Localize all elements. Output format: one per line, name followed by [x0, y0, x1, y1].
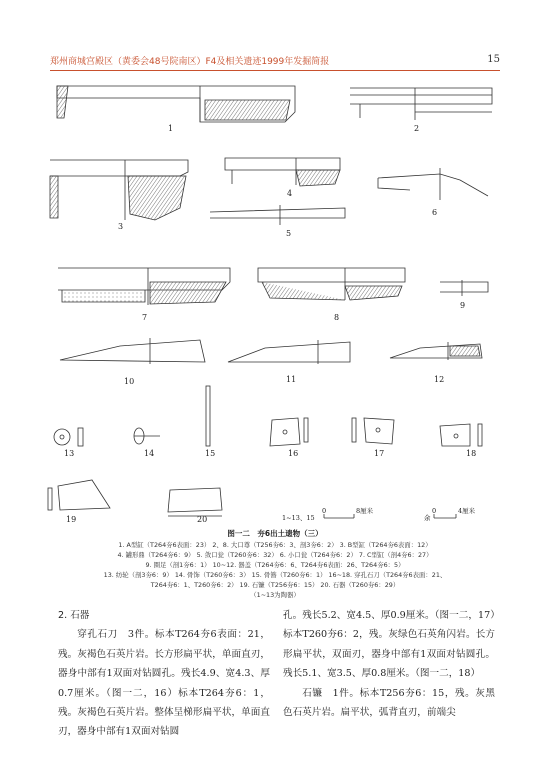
drawing-1-a-type-vat	[57, 86, 295, 122]
drawing-9-ring-foot	[440, 280, 488, 296]
drawing-10-lid	[60, 338, 205, 364]
journal-article-title: 郑州商城宫殿区（黄委会48号院南区）F4及相关遗迹1999年发掘简报	[50, 57, 330, 67]
item-number-8: 8	[334, 313, 340, 322]
item-number-18: 18	[466, 449, 477, 458]
header-rule	[50, 70, 500, 71]
drawing-8-large-mouth-zun	[258, 268, 405, 300]
scale-zero-left: 0	[322, 507, 327, 515]
item-number-5: 5	[286, 229, 292, 238]
drawing-11-lid	[228, 340, 350, 364]
page-number: 15	[487, 54, 500, 65]
figure-caption-line-1: 1. A型缸（T264夯6表面：23） 2、8. 大口尊（T256夯6：3、剖3夯6：2） 3. B型缸（T264夯6表面：12）	[118, 541, 432, 549]
drawing-13-spindle-whorl	[54, 428, 83, 446]
drawing-16-perforated-stone-knife	[270, 418, 308, 446]
drawing-7-c-type-vat	[58, 268, 230, 305]
scale-bar-right	[434, 514, 456, 518]
scale-unit-left: 8厘米	[356, 507, 374, 515]
figure-caption-line-2: 4. 罐形鼎（T264夯6：9） 5. 敛口瓮（T260夯6：32） 6. 小口瓮（T264夯6：2） 7. C型缸（剖4夯6：27）	[117, 551, 433, 559]
item-number-1: 1	[168, 124, 174, 133]
item-number-10: 10	[124, 377, 135, 386]
drawing-15-bone-hairpin	[206, 386, 210, 446]
body-paragraph-continued: 孔。残长5.2、宽4.5、厚0.9厘米。（图一二，17）标本T260夯6：2，残。灰绿色石英角闪岩。长方形扁平状，双面刃，器身中部有1双面对钻圆孔。残长5.1、宽3.5、厚0.8厘米。（图一二，18）	[283, 610, 495, 680]
item-number-11: 11	[286, 375, 297, 384]
drawing-14-bone-ornament	[134, 428, 160, 444]
drawing-20-stone-tool	[168, 488, 222, 516]
item-number-2: 2	[414, 124, 420, 133]
figure-caption-title: 图一二 夯6出土遗物（三）	[227, 529, 323, 538]
scale-label-left: 1~13、15	[282, 514, 315, 522]
item-number-15: 15	[205, 449, 216, 458]
drawing-3-b-type-vat	[50, 160, 188, 220]
item-number-4: 4	[287, 189, 293, 198]
body-column-right	[283, 606, 495, 722]
item-number-3: 3	[118, 222, 124, 231]
item-number-13: 13	[64, 449, 75, 458]
item-number-14: 14	[144, 449, 155, 458]
body-column-left	[58, 606, 270, 742]
drawing-6-small-mouth-weng	[378, 168, 488, 200]
artifact-drawing-plate	[0, 72, 550, 527]
drawing-2-large-mouth-zun	[350, 88, 492, 120]
scale-zero-right: 0	[432, 507, 437, 515]
figure-caption-line-5: T264夯6：1、T260夯6：2） 19. 石镰（T256夯6：15） 20. 石器（T260夯6：29）	[150, 581, 400, 589]
drawing-18-perforated-stone-knife	[440, 424, 482, 446]
item-number-19: 19	[66, 515, 77, 524]
item-number-7: 7	[142, 313, 148, 322]
section-heading-stone-tools: 2. 石器	[58, 610, 90, 621]
item-number-16: 16	[288, 449, 299, 458]
item-number-20: 20	[197, 515, 208, 524]
item-number-6: 6	[432, 208, 438, 217]
figure-caption-line-4: 13. 纺轮（剖3夯6：9） 14. 骨饰（T260夯6：3） 15. 骨簪（T260夯6：1） 16~18. 穿孔石刀（T264夯6表面：21、	[103, 571, 447, 579]
body-paragraph-stone-sickle: 石镰 1件。标本T256夯6：15，残。灰黑色石英片岩。扁平状，弧背直刃，前端尖	[283, 687, 495, 719]
scale-unit-right: 4厘米	[458, 507, 476, 515]
drawing-17-perforated-stone-knife	[352, 418, 394, 444]
scale-bar-left	[324, 514, 354, 518]
item-number-9: 9	[460, 301, 466, 310]
figure-caption-line-3: 9. 圈足（剖1夯6：1） 10~12. 器盖（T264夯6：6、T264夯6表面：26、T264夯6：5）	[145, 561, 405, 569]
drawing-12-lid	[390, 342, 482, 360]
drawing-5-closed-mouth-weng	[210, 205, 345, 225]
figure-caption-line-6: （1~13为陶器）	[250, 591, 300, 599]
body-paragraph-perforated-knives: 穿孔石刀 3件。标本T264夯6表面：21，残。灰褐色石英片岩。长方形扁平状，单面直刃，器身中部有1双面对钻圆孔。残长4.9、宽4.3、厚0.7厘米。（图一二，16）标本T264夯6：1，残。灰褐色石英片岩。整体呈梯形扁平状，单面直刃，器身中部有1双面对钻圆	[58, 629, 270, 738]
item-number-12: 12	[434, 375, 445, 384]
running-header	[50, 54, 500, 70]
drawing-4-jar-ding	[225, 158, 340, 186]
drawing-19-stone-sickle	[48, 480, 110, 510]
item-number-17: 17	[374, 449, 385, 458]
scale-label-right: 余	[424, 514, 431, 522]
